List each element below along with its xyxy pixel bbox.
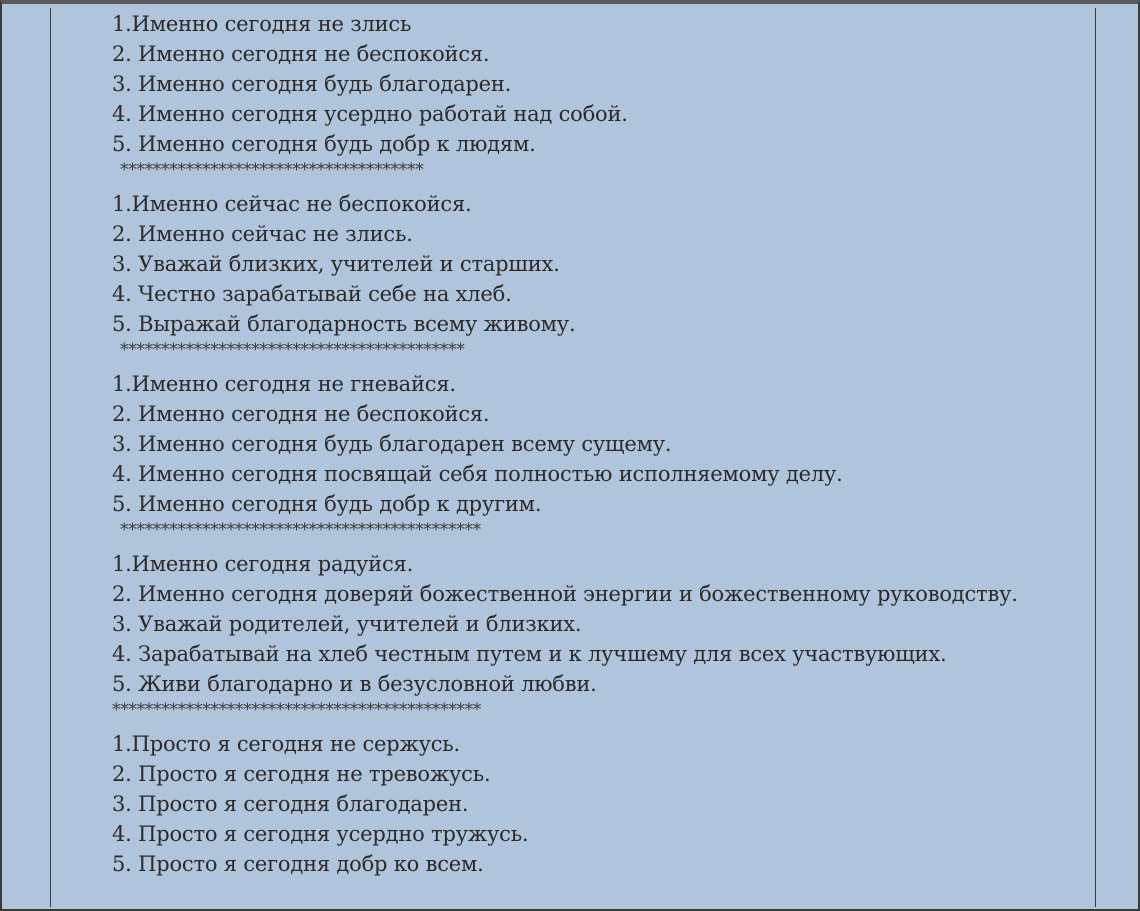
right-column-border — [1095, 8, 1096, 907]
section-2 — [112, 189, 1082, 369]
list-item: 5. Именно сегодня будь добр к людям. — [112, 132, 536, 156]
separator: ************************************* — [120, 160, 424, 180]
list-item: 1.Именно сегодня радуйся. — [112, 552, 414, 576]
list-item: 4. Честно зарабатывай себе на хлеб. — [112, 282, 512, 306]
list-item: 2. Именно сегодня не беспокойся. — [112, 42, 490, 66]
section-5 — [112, 729, 1082, 879]
list-item: 1.Именно сегодня не гневайся. — [112, 372, 456, 396]
section-4 — [112, 549, 1082, 729]
left-column-border — [50, 8, 51, 907]
list-item: 3. Просто я сегодня благодарен. — [112, 792, 469, 816]
list-item: 1.Именно сейчас не беспокойся. — [112, 192, 472, 216]
separator: ********************************************* — [112, 700, 482, 720]
list-item: 2. Именно сегодня не беспокойся. — [112, 402, 490, 426]
separator: ******************************************** — [120, 520, 481, 540]
list-item: 3. Именно сегодня будь благодарен. — [112, 72, 512, 96]
list-item: 4. Зарабатывай на хлеб честным путем и к лучшему для всех участвующих. — [112, 642, 947, 666]
list-item: 4. Именно сегодня усердно работай над собой. — [112, 102, 628, 126]
list-item: 5. Именно сегодня будь добр к другим. — [112, 492, 542, 516]
list-item: 1.Просто я сегодня не сержусь. — [112, 732, 461, 756]
list-item: 1.Именно сегодня не злись — [112, 12, 412, 36]
list-item: 3. Уважай родителей, учителей и близких. — [112, 612, 582, 636]
list-item: 3. Именно сегодня будь благодарен всему сущему. — [112, 432, 672, 456]
list-item: 2. Именно сейчас не злись. — [112, 222, 413, 246]
list-item: 5. Выражай благодарность всему живому. — [112, 312, 576, 336]
list-item: 2. Просто я сегодня не тревожусь. — [112, 762, 491, 786]
list-item: 3. Уважай близких, учителей и старших. — [112, 252, 560, 276]
section-3 — [112, 369, 1082, 549]
separator: ****************************************** — [120, 340, 465, 360]
text-content — [112, 9, 1082, 879]
list-item: 5. Живи благодарно и в безусловной любви. — [112, 672, 597, 696]
list-item: 5. Просто я сегодня добр ко всем. — [112, 852, 484, 876]
section-1 — [112, 9, 1082, 189]
list-item: 4. Именно сегодня посвящай себя полностью исполняемому делу. — [112, 462, 843, 486]
list-item: 4. Просто я сегодня усердно тружусь. — [112, 822, 529, 846]
list-item: 2. Именно сегодня доверяй божественной энергии и божественному руководству. — [112, 582, 1018, 606]
